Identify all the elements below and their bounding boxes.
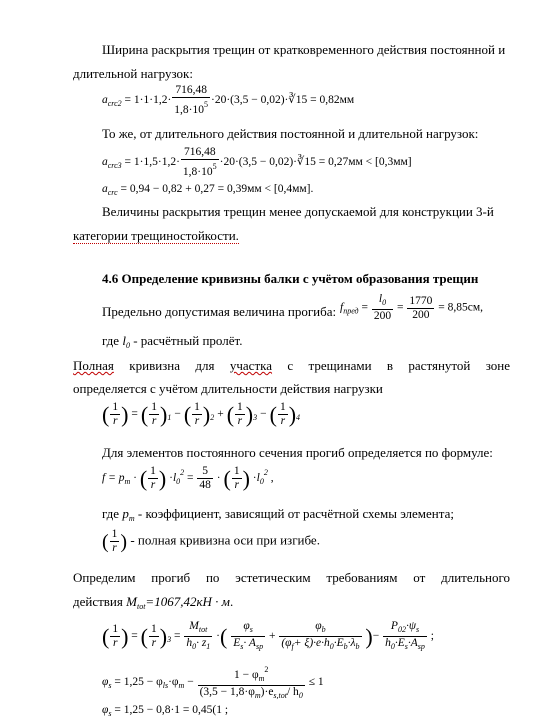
para10-sub: tot <box>136 602 146 611</box>
eq6-l0-2: l <box>256 472 260 485</box>
para5-sub: 0 <box>125 341 130 350</box>
eq8-lhs-sub: s <box>108 681 112 691</box>
eq6-lhs-sub: m <box>124 477 131 487</box>
eq7-den3: (φ <box>281 637 292 649</box>
equation-crc2 <box>102 84 354 117</box>
eq7-den1-b-sub: 1 <box>206 642 211 651</box>
eq6-r: r <box>150 479 156 491</box>
eq8-num-sup: 2 <box>264 665 269 674</box>
eq6-l0-sub: 0 <box>176 477 181 487</box>
eq7-As: · A <box>243 637 256 649</box>
eq7-r: r <box>112 637 118 649</box>
eq7-den3-c: ·E <box>333 637 344 649</box>
eq7-den4-b-sub: s <box>404 642 408 651</box>
para8 <box>102 506 454 527</box>
eq6-l0-sub-2: 0 <box>259 477 264 487</box>
eq7-Es: E <box>233 637 241 649</box>
eq4-num2: 1770 <box>409 294 433 307</box>
para10-var: M <box>126 594 137 609</box>
eq4-lhs: f <box>340 301 344 314</box>
para10-line2 <box>73 594 233 615</box>
eq4-num1: l <box>378 293 383 305</box>
para10-value: =1067,42кН · м <box>145 594 230 609</box>
para9-one: 1 <box>111 528 118 540</box>
eq6-l0: l <box>172 472 177 485</box>
para6-line1 <box>73 358 510 374</box>
eq6-frac-den: 48 <box>199 479 211 491</box>
eq9-lhs-sub: s <box>108 709 112 718</box>
eq8-num: 1 − φ <box>233 669 259 681</box>
eq8-fraction <box>198 663 305 702</box>
eq7-den4-c-sub: sp <box>417 642 425 651</box>
para5 <box>102 333 242 354</box>
para8-var: p <box>122 506 129 521</box>
eq7-den4: h <box>385 637 391 649</box>
equation-deflection: $f = p_m$ · ( $\frac{1}{r}$ ) $\cdot l_0^2$ = $\frac{5}{48}$ · ( $\frac{1}{r}$ ) $\cdot l_0^2$ , <box>102 465 274 491</box>
eq4-den1: 200 <box>373 310 392 322</box>
para5-b: - расчётный пролёт. <box>133 333 243 348</box>
curvature-term: ( $\frac{1}{r}$ )$_3$ <box>226 401 258 427</box>
curvature-term: ( $\frac{1}{r}$ )$_4$ <box>269 401 301 427</box>
eq2-lhs-sub: crc3 <box>107 161 122 171</box>
eq8-minus: − <box>187 676 194 689</box>
eq7-Psi: ·ψ <box>405 620 416 632</box>
equation-crc3 <box>102 146 412 179</box>
eq7-P-sub: 02 <box>397 625 406 634</box>
eq8-a: = 1,25 − φ <box>114 676 163 689</box>
para6-line2: определяется с учётом длительности действия нагрузки <box>73 381 383 396</box>
eq6-frac-num: 5 <box>197 465 213 479</box>
eq1-lhs-sub: crc2 <box>107 99 122 109</box>
eq7-phi-s: φ <box>243 620 250 632</box>
eq7-frac-phis <box>231 620 265 653</box>
eq8-den-b: )·e <box>260 686 274 698</box>
eq6-l0-sup: 2 <box>180 468 185 478</box>
eq7-den3-b-sub: 0 <box>329 642 334 651</box>
eq3-lhs-sub: crc <box>107 188 118 197</box>
para3-line1: Величины раскрытия трещин менее допускаемой для конструкции 3-й <box>102 204 494 219</box>
para3-line2-text: категории трещиностойкости. <box>73 228 239 243</box>
eq7-phi-s-sub: s <box>249 625 253 634</box>
eq7-frac-phib <box>279 620 361 653</box>
eq7-den1-sub: 0 <box>192 642 197 651</box>
eq3-lhs: a <box>102 183 108 195</box>
para2: То же, от длительного действия постоянной и длительной нагрузок: <box>102 126 479 141</box>
eq7-frac-M <box>184 620 212 653</box>
curvature-term: ( $\frac{1}{r}$ ) <box>102 401 129 427</box>
para5-var: l <box>122 333 126 348</box>
eq4-den2: 200 <box>412 308 430 321</box>
eq7-one-2: 1 <box>150 623 157 635</box>
eq4-fraction-2 <box>407 295 434 322</box>
eq7-Es-sub: s <box>240 642 244 651</box>
eq7-phi-b-sub: b <box>321 625 326 634</box>
eq2-lhs: a <box>102 156 108 169</box>
eq8-den-b-sub: s,tot <box>273 691 287 700</box>
para8-a: где <box>102 506 120 521</box>
eq7-den3-b: + ξ)·e·h <box>293 637 330 649</box>
eq2-coef: = 1·1,5·1,2· <box>124 156 180 169</box>
eq7-den3-d: ·λ <box>347 637 356 649</box>
eq4-num1-sub: 0 <box>382 298 387 307</box>
eq7-den1: h <box>186 637 193 649</box>
eq8-num-sub: m <box>258 674 265 683</box>
eq9-lhs: φ <box>102 704 109 716</box>
eq7-den1-b: · z <box>196 637 207 649</box>
para10-end: . <box>229 594 234 609</box>
para1-line1: Ширина раскрытия трещин от кратковременного действия постоянной и <box>102 42 506 57</box>
eq9-rest: = 1,25 − 0,8·1 = 0,45(1 ; <box>114 704 229 716</box>
curvature-term: ( $\frac{1}{r}$ )$_1$ <box>140 401 172 427</box>
eq8-den-c: / h <box>286 686 299 698</box>
eq2-rest: ·20·(3,5 − 0,02)·∛15 = 0,27мм < [0,3мм] <box>219 156 412 169</box>
para7: Для элементов постоянного сечения прогиб определяется по формуле: <box>102 445 493 460</box>
para6-word-a: Полная <box>73 358 114 373</box>
eq3-rest: = 0,94 − 0,82 + 0,27 = 0,39мм < [0,4мм]. <box>120 183 314 195</box>
eq2-frac-num: 716,48 <box>181 146 219 160</box>
eq8-den: (3,5 − 1,8·φ <box>199 686 255 698</box>
eq7-tail: ; <box>430 630 434 643</box>
eq4-fraction-1 <box>372 293 393 323</box>
eq6-tail: , <box>270 472 274 485</box>
para1-line2: длительной нагрузок: <box>73 66 193 81</box>
para6-word-e: с трещинами в растянутой зоне <box>287 358 511 373</box>
eq2-frac-den-sup: 5 <box>212 162 217 171</box>
eq1-rest: ·20·(3,5 − 0,02)·∛15 = 0,82мм <box>211 94 355 107</box>
para6-word-c: для <box>195 358 215 373</box>
eq7-den3-sub: f <box>291 642 294 651</box>
eq6-l0-sup-2: 2 <box>263 468 268 478</box>
eq1-fraction <box>172 84 210 117</box>
eq7-sub3: 3 <box>167 635 172 645</box>
para9-r: r <box>112 542 117 554</box>
equation-crc <box>102 183 313 197</box>
equation-phi-s-value <box>102 704 228 718</box>
eq1-frac-den-sup: 5 <box>204 100 208 109</box>
equation-phi-s <box>102 663 324 702</box>
eq6-one: 1 <box>150 465 156 477</box>
para4: Предельно допустимая величина прогиба: <box>102 304 337 319</box>
curvature-operator: = <box>131 408 138 421</box>
para9: ( $\frac{1}{r}$ ) - полная кривизна оси при изгибе. <box>102 528 320 554</box>
eq6-lhs: f = p <box>102 472 125 485</box>
eq2-frac-den: 1,8·10 <box>182 166 213 178</box>
para6-word-d: участка <box>229 358 273 373</box>
eq7-den4-sub: 0 <box>390 642 395 651</box>
para6-word-b: кривизна <box>129 358 181 373</box>
eq8-b: ·φ <box>168 676 179 689</box>
para3-line2 <box>73 228 239 244</box>
eq7-Psi-sub: s <box>415 625 420 634</box>
eq8-a-sub: ls <box>162 681 169 691</box>
eq6-fraction <box>197 465 213 492</box>
equation-deflection-limit: $f_{пред}$ = $\frac{l_0}{200}$ = $\frac{1770}{200}$ = 8,85см, <box>340 293 483 322</box>
curvature-operator: − <box>260 408 267 421</box>
para10-line1: Определим прогиб по эстетическим требованиям от длительного <box>73 570 510 585</box>
eq6-r-2: r <box>234 479 239 491</box>
para9-text: - полная кривизна оси при изгибе. <box>130 532 320 548</box>
eq7-den3-d-sub: b <box>355 642 360 651</box>
para10-a: действия <box>73 594 123 609</box>
eq2-fraction <box>181 146 219 179</box>
eq7-den3-c-sub: b <box>343 642 348 651</box>
eq8-b-sub: m <box>178 681 185 691</box>
curvature-term: ( $\frac{1}{r}$ )$_2$ <box>183 401 215 427</box>
eq8-lhs: φ <box>102 676 109 689</box>
eq7-M-sub: tot <box>198 625 208 634</box>
eq4-result: = 8,85см, <box>438 301 483 314</box>
eq7-den4-b: ·E <box>394 637 405 649</box>
eq8-den-c-sub: 0 <box>298 691 303 700</box>
eq7-frac-P <box>383 620 427 653</box>
eq6-one-2: 1 <box>233 465 240 477</box>
para8-sub: m <box>128 514 135 523</box>
equation-curvature-3: ( $\frac{1}{r}$ ) = ( $\frac{1}{r}$ )$_3$ = $\frac{M_{tot}}{h_0\cdot z_1}$ ·( $\frac{\varphi_s}{E_s\cdot A_{sp}}$ + $\frac{\varphi_b}{(\varphi_f+ \xi)\cdot e\cdot h_0\cdot E_b\cdot\lambda_b}$ )− $\frac{P_{02}\cdot\psi_s}{h_0\cdot E_s\cdot A_{sp}}$ ; <box>102 620 434 651</box>
para5-a: где <box>102 333 120 348</box>
eq1-coef: = 1·1·1,2· <box>124 94 172 107</box>
eq8-tail: ≤ 1 <box>308 676 324 689</box>
equation-curvature-sum <box>102 401 300 428</box>
eq8-den-sub: m <box>254 691 261 700</box>
eq7-M: M <box>189 620 199 632</box>
curvature-operator: + <box>217 408 224 421</box>
eq7-As-sub: sp <box>255 642 264 651</box>
eq1-lhs: a <box>102 94 108 107</box>
eq4-lhs-sub: пред <box>343 306 359 316</box>
eq7-one: 1 <box>112 623 119 635</box>
curvature-operator: − <box>174 408 181 421</box>
eq7-den4-c: ·A <box>407 637 418 649</box>
section-heading: 4.6 Определение кривизны балки с учётом образования трещин <box>102 271 479 286</box>
eq1-frac-den: 1,8·10 <box>174 104 204 116</box>
eq7-r-2: r <box>151 637 157 649</box>
para8-b: - коэффициент, зависящий от расчётной схемы элемента; <box>137 506 454 521</box>
eq7-P: P <box>390 620 398 632</box>
eq7-phi-b: φ <box>315 620 322 632</box>
eq1-frac-num: 716,48 <box>172 84 210 98</box>
